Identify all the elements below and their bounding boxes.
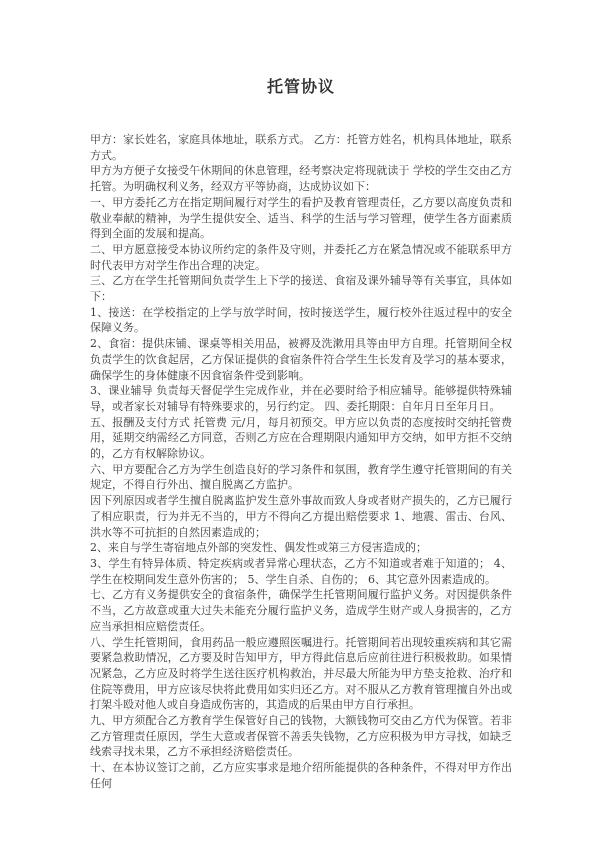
agreement-body <box>90 132 512 792</box>
clause-3-item-2: 2、食宿：提供床铺、课桌等相关用品，被褥及洗漱用具等由甲方自理。托管期间全权负责学生的饮食起居，乙方保证提供的食宿条件符合学生生长发育及学习的基本要求，确保学生的身体健康不因食宿条件受到影响。 <box>90 337 512 382</box>
preamble-paragraph: 甲方为方便子女接受午休期间的休息管理，经考察决定将现就读于 学校的学生交由乙方托管。为明确权利义务，经双方平等协商，达成协议如下： <box>90 164 512 194</box>
parties-paragraph: 甲方：家长姓名，家庭具体地址，联系方式。 乙方：托管方姓名，机构具体地址，联系方式。 <box>90 133 512 162</box>
clause-7: 七、乙方有义务提供安全的食宿条件，确保学生托管期间履行监护义务。对因提供条件不当，乙方故意或重大过失未能充分履行监护义务，造成学生财产或人身损害的，乙方应当承担相应赔偿责任。 <box>90 588 512 633</box>
exemption-item-2: 2、来自与学生寄宿地点外部的突发性、偶发性或第三方侵害造成的； <box>90 541 427 555</box>
clause-3: 三、乙方在学生托管期间负责学生上下学的接送、食宿及课外辅导等有关事宜，具体如下： <box>90 274 512 304</box>
document-title: 托管协议 <box>266 77 335 96</box>
exemption-item-3-6: 3、学生有特异体质、特定疾病或者异常心理状态，乙方不知道或者难于知道的； 4、学生在校期间发生意外伤害的； 5、学生自杀、自伤的； 6、其它意外因素造成的。 <box>90 556 512 586</box>
clause-1: 一、甲方委托乙方在指定期间履行对学生的看护及教育管理责任，乙方要以高度负责和敬业奉献的精神，为学生提供安全、适当、科学的生活与学习管理，使学生各方面素质得到全面的发展和提高。 <box>90 195 512 241</box>
clause-2: 二、甲方愿意接受本协议所约定的条件及守则，并委托乙方在紧急情况或不能联系甲方时代表甲方对学生作出合理的决定。 <box>90 242 512 272</box>
clause-10: 十、在本协议签订之前，乙方应实事求是地介绍所能提供的各种条件，不得对甲方作出任何 <box>90 761 512 790</box>
exemption-paragraph: 因下列原因或者学生擅自脱离监护发生意外事故而致人身或者财产损失的，乙方已履行了相应职责，行为并无不当的，甲方不得向乙方提出赔偿要求 1、地震、雷击、台风、洪水等不可抗拒的自然因素造成的； <box>90 494 512 539</box>
clause-3-item-1: 1、接送：在学校指定的上学与放学时间，按时接送学生，履行校外往返过程中的安全保障义务。 <box>90 305 512 335</box>
clause-8: 八、学生托管期间，食用药品一般应遵照医嘱进行。托管期间若出现较重疾病和其它需要紧急救助情况，乙方要及时告知甲方，甲方得此信息后应前往进行积极救助。如果情况紧急，乙方应及时将学生送往医疗机构救治，并尽最大所能为甲方垫支抢救、治疗和住院等费用，甲方应该尽快将此费用如实归还乙方。对不服从乙方教育管理擅自外出或打架斗殴对他人或自身造成伤害的，其造成的后果由甲方自行承担。 <box>90 635 512 712</box>
clause-6: 六、甲方要配合乙方为学生创造良好的学习条件和氛围，教育学生遵守托管期间的有关规定，不得自行外出、擅自脱离乙方监护。 <box>90 462 512 492</box>
clause-9: 九、甲方须配合乙方教育学生保管好自己的钱物，大额钱物可交由乙方代为保管。若非乙方管理责任原因，学生大意或者保管不善丢失钱物，乙方应积极为甲方寻找，如缺乏线索寻找未果，乙方不承担经济赔偿责任。 <box>90 714 512 759</box>
clause-5: 五、报酬及支付方式 托管费 元/月，每月初预交。甲方应以负责的态度按时交纳托管费用，延期交纳需经乙方同意，否则乙方应在合理期限内通知甲方交纳，如甲方拒不交纳的，乙方有权解除协议。 <box>90 415 512 461</box>
clause-3-item-3: 3、课业辅导 负责每天督促学生完成作业，并在必要时给予相应辅导。能够提供特殊辅导，或者家长对辅导有特殊要求的，另行约定。 四、委托期限：自年月日至年月日。 <box>90 384 512 413</box>
